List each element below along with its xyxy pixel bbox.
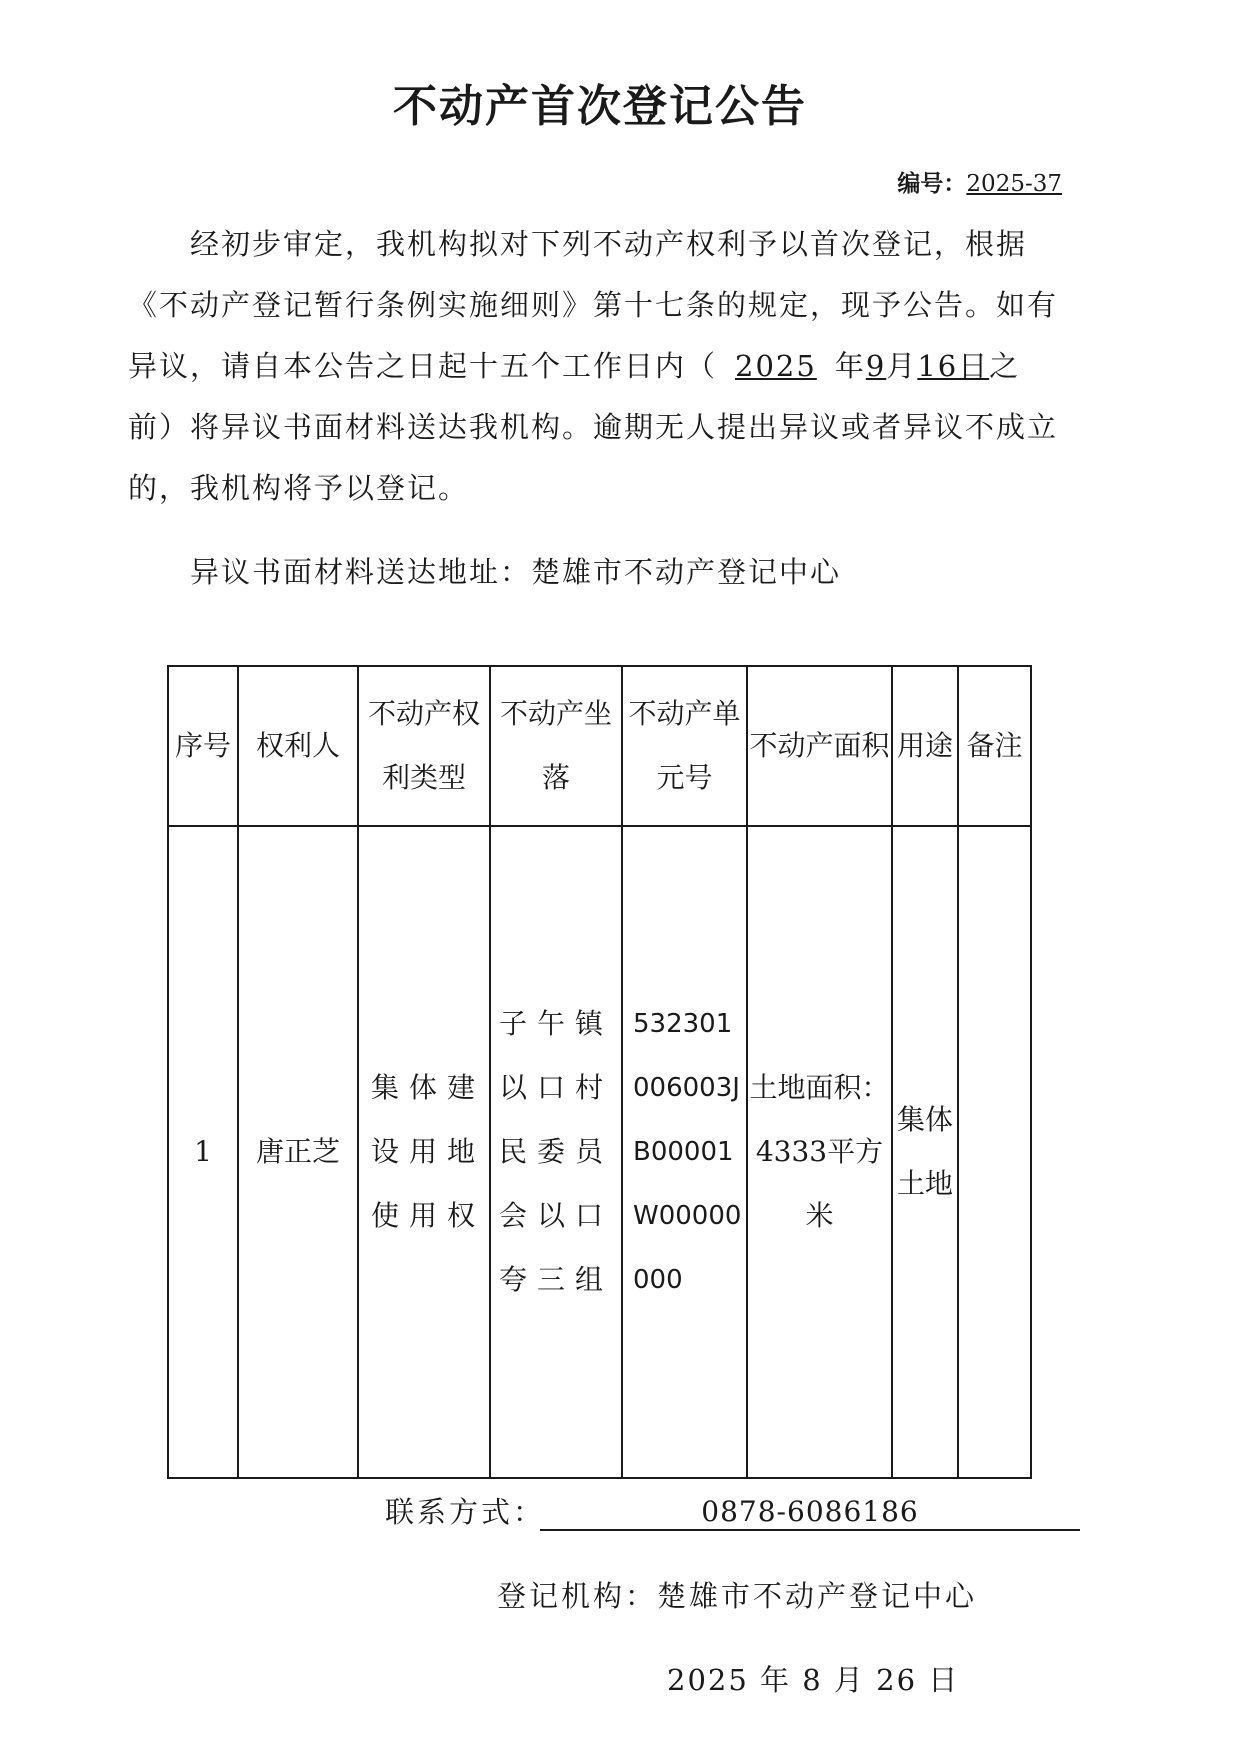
- cell-holder: 唐正芝: [238, 826, 358, 1478]
- intro-paragraph: [128, 214, 1066, 519]
- deadline-year-char: 年: [834, 349, 866, 383]
- header-seq: 序号: [168, 666, 238, 826]
- header-usage: 用途: [892, 666, 958, 826]
- cell-seq: 1: [168, 826, 238, 1478]
- registration-table: [167, 665, 1032, 1479]
- intro-text-after: 之前）将异议书面材料送达我机构。逾期无人提出异议或者异议不成立的，我机构将予以登记。: [128, 349, 1059, 505]
- address-line: 异议书面材料送达地址：楚雄市不动产登记中心: [190, 555, 842, 589]
- cell-right-type: 集体建设用地使用权: [358, 826, 490, 1478]
- notice-date: 2025 年 8 月 26 日: [667, 1663, 960, 1697]
- document-number: [897, 165, 1062, 198]
- cell-remark: [958, 826, 1031, 1478]
- header-holder: 权利人: [238, 666, 358, 826]
- cell-usage: 集体土地: [892, 826, 958, 1478]
- header-right-type: 不动产权利类型: [358, 666, 490, 826]
- document-title: 不动产首次登记公告: [393, 81, 807, 132]
- cell-area: 土地面积：4333平方米: [747, 826, 892, 1478]
- header-location: 不动产坐落: [490, 666, 622, 826]
- header-remark: 备注: [958, 666, 1031, 826]
- deadline-month: 9: [865, 349, 887, 383]
- deadline-day: 16日: [917, 349, 990, 383]
- header-area: 不动产面积: [747, 666, 892, 826]
- header-unit-no: 不动产单元号: [622, 666, 747, 826]
- document-number-value: 2025-37: [966, 171, 1062, 197]
- registration-organization: 登记机构：楚雄市不动产登记中心: [497, 1579, 978, 1613]
- table-header-row: [168, 666, 1031, 826]
- table-row: [168, 826, 1031, 1478]
- contact-phone: 0878-6086186: [540, 1495, 1080, 1531]
- deadline-year: 2025: [735, 349, 817, 383]
- document-number-label: 编号：: [897, 171, 967, 197]
- contact-label: 联系方式：: [385, 1495, 546, 1529]
- intro-text-before: 经初步审定，我机构拟对下列不动产权利予以首次登记，根据《不动产登记暂行条例实施细则》第十七条的规定，现予公告。如有异议，请自本公告之日起十五个工作日内（: [128, 227, 1059, 383]
- cell-location: 子午镇以口村民委员会以口夸三组: [490, 826, 622, 1478]
- cell-unit-no: 532301006003JB00001W00000000: [622, 826, 747, 1478]
- deadline-month-char: 月: [886, 349, 918, 383]
